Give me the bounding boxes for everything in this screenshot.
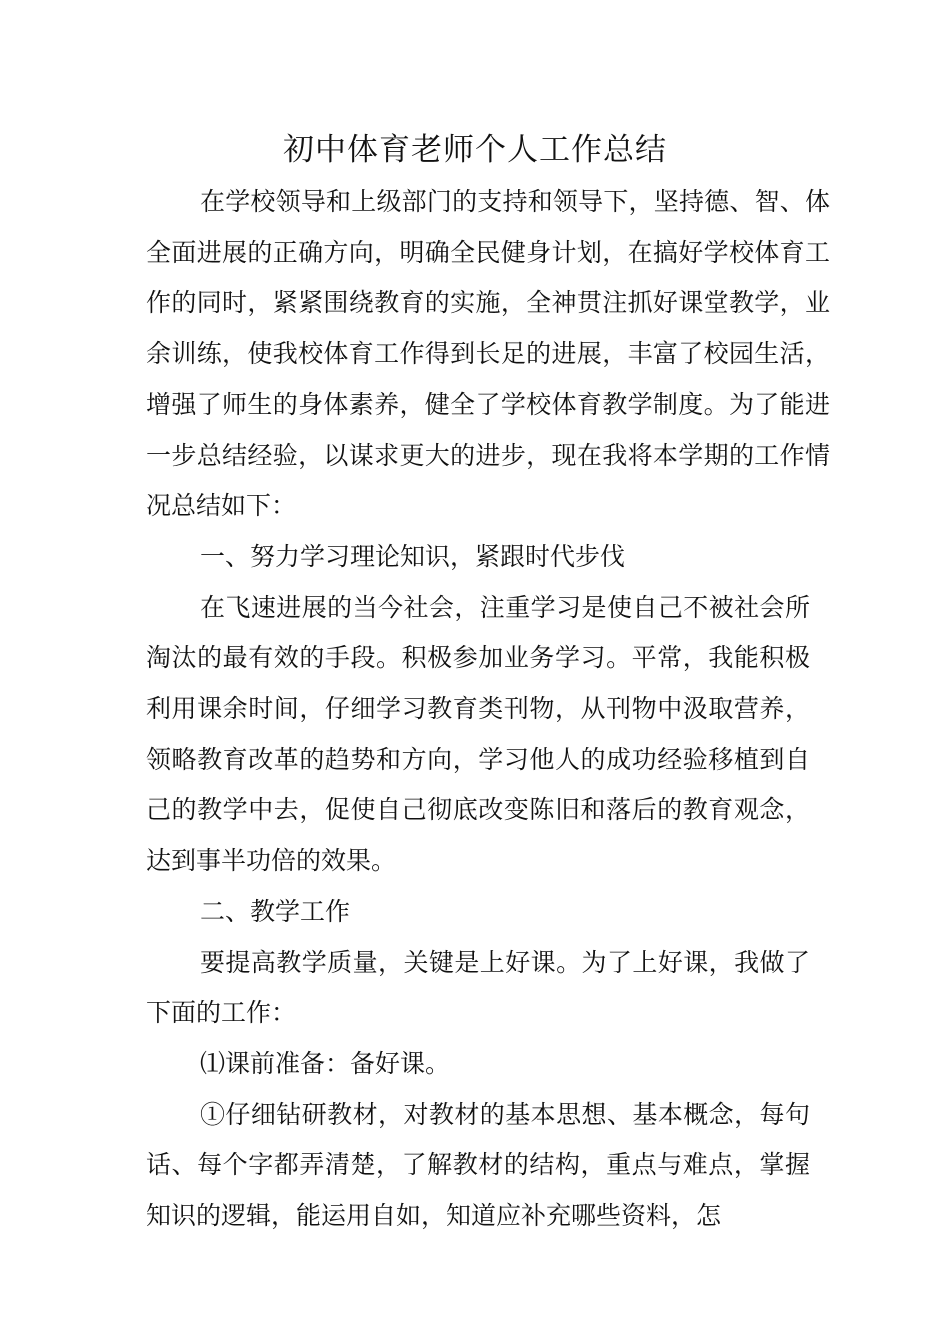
section-heading-2: 二、教学工作 (200, 896, 351, 926)
list-item-study-materials: ①仔细钻研教材，对教材的基本思想、基本概念，每句话、每个字都弄清楚，了解教材的结构，重点与难点，掌握知识的逻辑，能运用自如，知道应补充哪些资料，怎 (146, 1099, 810, 1231)
document-title: 初中体育老师个人工作总结 (283, 132, 667, 168)
paragraph-teaching: 要提高教学质量，关键是上好课。为了上好课，我做了下面的工作： (146, 947, 810, 1028)
section-heading-1: 一、努力学习理论知识，紧跟时代步伐 (200, 541, 626, 571)
document-body (146, 177, 830, 1242)
paragraph-intro: 在学校领导和上级部门的支持和领导下，坚持德、智、体全面进展的正确方向，明确全民健身计划，在搞好学校体育工作的同时，紧紧围绕教育的实施，全神贯注抓好课堂教学，业余训练，使我校体育工作得到长足的进展，丰富了校园生活，增强了师生的身体素养，健全了学校体育教学制度。为了能进一步总结经验，以谋求更大的进步，现在我将本学期的工作情况总结如下： (146, 187, 830, 521)
list-item-preparation: ⑴课前准备：备好课。 (200, 1048, 451, 1078)
paragraph-study: 在飞速进展的当今社会，注重学习是使自己不被社会所淘汰的最有效的手段。积极参加业务学习。平常，我能积极利用课余时间，仔细学习教育类刊物，从刊物中汲取营养，领略教育改革的趋势和方向，学习他人的成功经验移植到自己的教学中去，促使自己彻底改变陈旧和落后的教育观念，达到事半功倍的效果。 (146, 592, 810, 876)
